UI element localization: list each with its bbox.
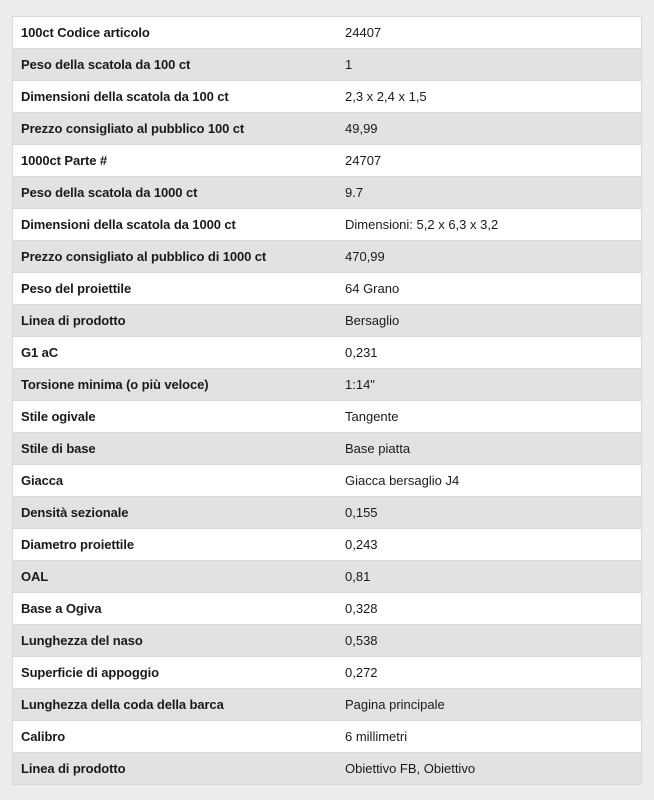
table-row bbox=[13, 401, 642, 433]
table-row bbox=[13, 497, 642, 529]
table-row bbox=[13, 753, 642, 785]
spec-label: 1000ct Parte # bbox=[13, 145, 330, 177]
table-row bbox=[13, 241, 642, 273]
spec-label: Linea di prodotto bbox=[13, 305, 330, 337]
spec-value: 24407 bbox=[329, 17, 642, 49]
table-row bbox=[13, 593, 642, 625]
spec-label: Diametro proiettile bbox=[13, 529, 330, 561]
spec-value: Base piatta bbox=[329, 433, 642, 465]
table-row bbox=[13, 529, 642, 561]
table-row bbox=[13, 657, 642, 689]
spec-label: Densità sezionale bbox=[13, 497, 330, 529]
spec-label: Torsione minima (o più veloce) bbox=[13, 369, 330, 401]
table-row bbox=[13, 81, 642, 113]
spec-label: 100ct Codice articolo bbox=[13, 17, 330, 49]
spec-label: Calibro bbox=[13, 721, 330, 753]
table-row bbox=[13, 721, 642, 753]
spec-label: Lunghezza del naso bbox=[13, 625, 330, 657]
spec-value: Tangente bbox=[329, 401, 642, 433]
spec-label: Linea di prodotto bbox=[13, 753, 330, 785]
spec-label: Lunghezza della coda della barca bbox=[13, 689, 330, 721]
spec-label: Dimensioni della scatola da 100 ct bbox=[13, 81, 330, 113]
spec-label: Stile di base bbox=[13, 433, 330, 465]
table-row bbox=[13, 625, 642, 657]
spec-label: Dimensioni della scatola da 1000 ct bbox=[13, 209, 330, 241]
spec-value: Giacca bersaglio J4 bbox=[329, 465, 642, 497]
spec-value: 470,99 bbox=[329, 241, 642, 273]
spec-value: 0,243 bbox=[329, 529, 642, 561]
spec-table-body bbox=[13, 17, 642, 785]
spec-value: 1:14" bbox=[329, 369, 642, 401]
table-row bbox=[13, 209, 642, 241]
table-row bbox=[13, 305, 642, 337]
table-row bbox=[13, 465, 642, 497]
table-row bbox=[13, 113, 642, 145]
spec-value: 0,272 bbox=[329, 657, 642, 689]
spec-label: G1 aC bbox=[13, 337, 330, 369]
spec-value: 0,328 bbox=[329, 593, 642, 625]
spec-label: Prezzo consigliato al pubblico 100 ct bbox=[13, 113, 330, 145]
table-row bbox=[13, 433, 642, 465]
spec-value: 9.7 bbox=[329, 177, 642, 209]
spec-value: Pagina principale bbox=[329, 689, 642, 721]
spec-value: 6 millimetri bbox=[329, 721, 642, 753]
table-row bbox=[13, 17, 642, 49]
spec-table bbox=[12, 16, 642, 785]
spec-value: Obiettivo FB, Obiettivo bbox=[329, 753, 642, 785]
spec-value: 0,81 bbox=[329, 561, 642, 593]
spec-label: Giacca bbox=[13, 465, 330, 497]
spec-value: 64 Grano bbox=[329, 273, 642, 305]
table-row bbox=[13, 177, 642, 209]
table-row bbox=[13, 273, 642, 305]
spec-label: Superficie di appoggio bbox=[13, 657, 330, 689]
spec-value: 49,99 bbox=[329, 113, 642, 145]
table-row bbox=[13, 561, 642, 593]
table-row bbox=[13, 369, 642, 401]
spec-value: Dimensioni: 5,2 x 6,3 x 3,2 bbox=[329, 209, 642, 241]
spec-value: 24707 bbox=[329, 145, 642, 177]
spec-value: Bersaglio bbox=[329, 305, 642, 337]
spec-label: OAL bbox=[13, 561, 330, 593]
table-row bbox=[13, 145, 642, 177]
spec-value: 0,538 bbox=[329, 625, 642, 657]
spec-label: Peso della scatola da 1000 ct bbox=[13, 177, 330, 209]
table-row bbox=[13, 689, 642, 721]
table-row bbox=[13, 49, 642, 81]
spec-label: Stile ogivale bbox=[13, 401, 330, 433]
spec-label: Prezzo consigliato al pubblico di 1000 ct bbox=[13, 241, 330, 273]
spec-value: 0,155 bbox=[329, 497, 642, 529]
spec-label: Base a Ogiva bbox=[13, 593, 330, 625]
spec-label: Peso della scatola da 100 ct bbox=[13, 49, 330, 81]
spec-value: 0,231 bbox=[329, 337, 642, 369]
spec-value: 2,3 x 2,4 x 1,5 bbox=[329, 81, 642, 113]
spec-value: 1 bbox=[329, 49, 642, 81]
spec-label: Peso del proiettile bbox=[13, 273, 330, 305]
table-row bbox=[13, 337, 642, 369]
